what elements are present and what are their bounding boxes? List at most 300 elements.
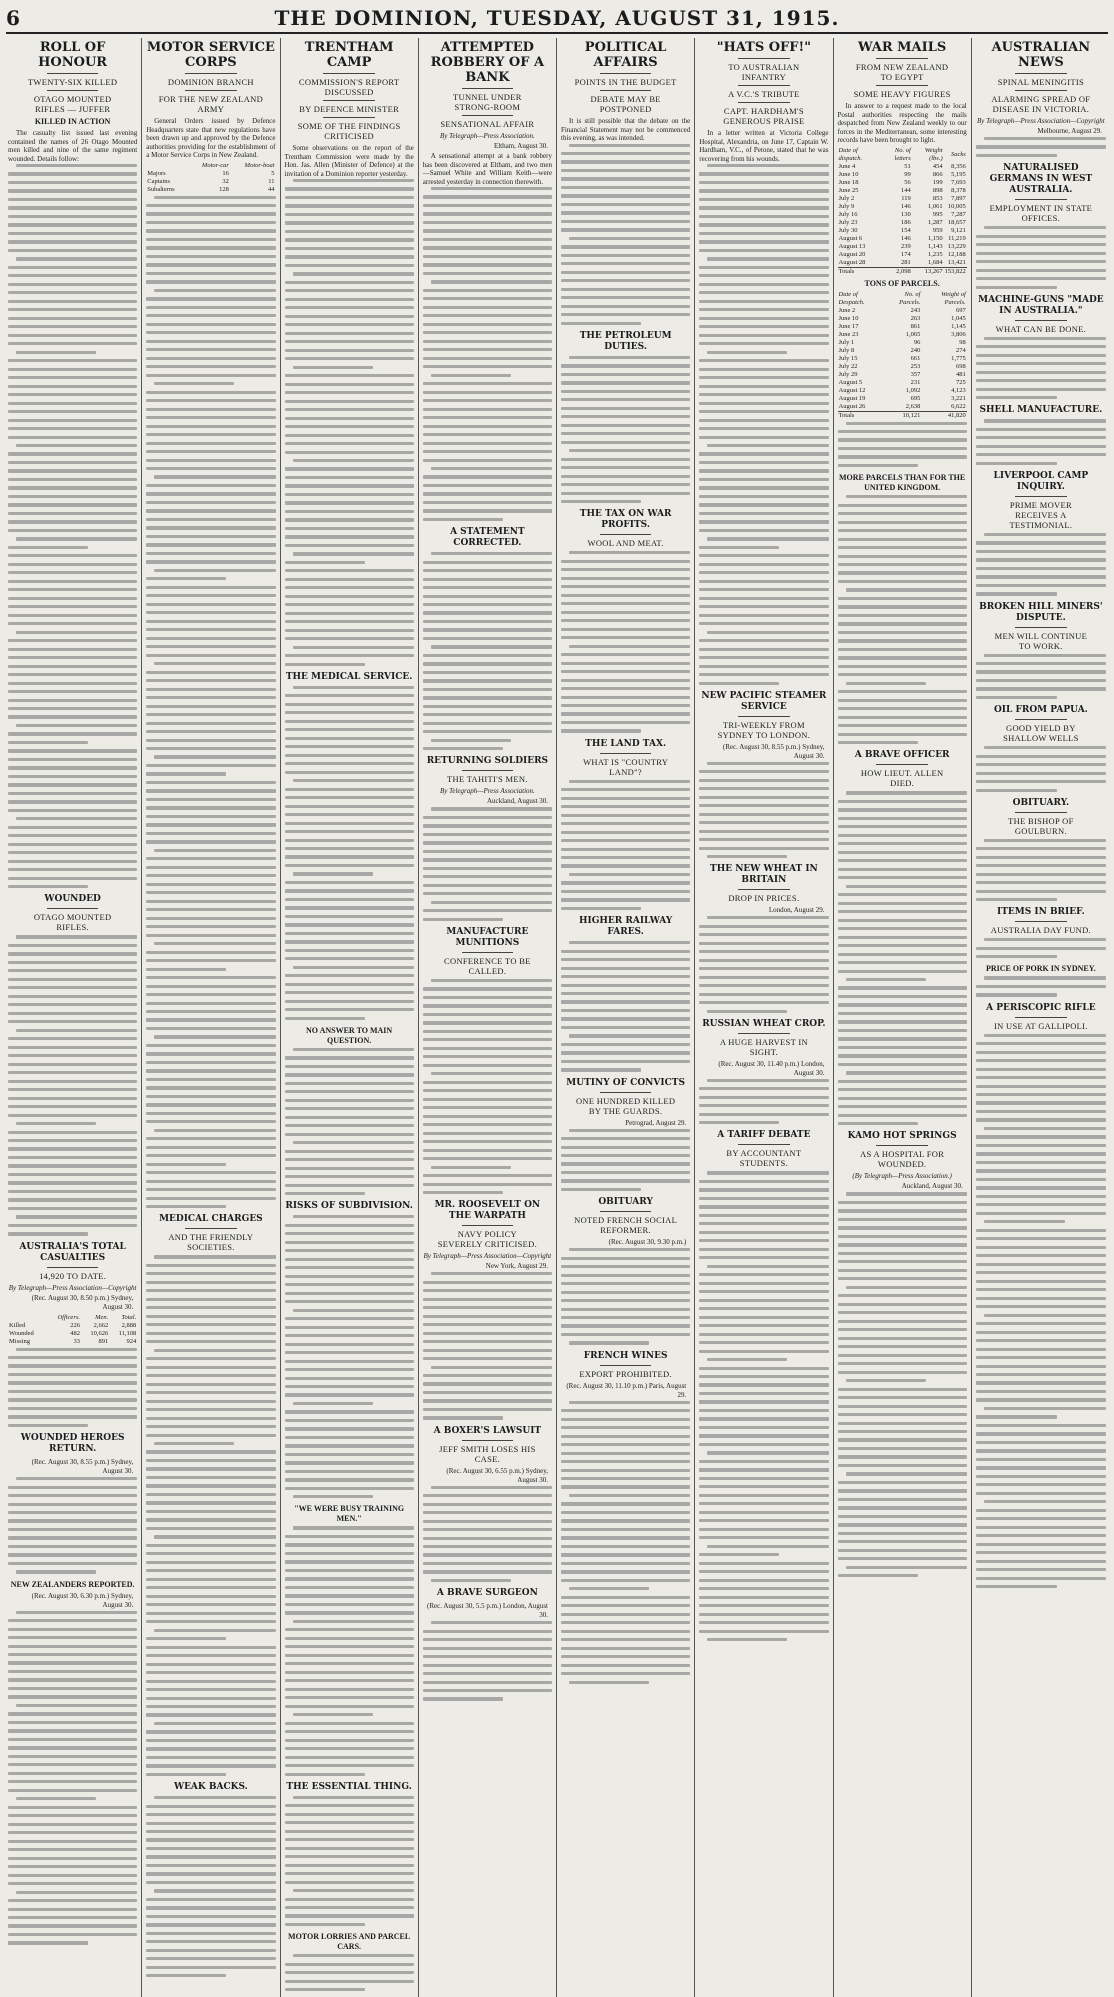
text-line xyxy=(976,1152,1106,1155)
text-line xyxy=(699,393,828,396)
text-line xyxy=(423,1399,552,1402)
article-subhead: NOTED FRENCH SOCIAL REFORMER. xyxy=(574,1215,678,1236)
text-line xyxy=(146,1340,275,1343)
text-line xyxy=(423,246,552,249)
text-line xyxy=(8,1780,137,1783)
text-line xyxy=(154,196,275,199)
text-line xyxy=(838,1054,967,1057)
text-line xyxy=(146,1663,275,1666)
text-line xyxy=(699,1409,828,1412)
text-line xyxy=(838,1012,967,1015)
text-line xyxy=(285,1334,414,1337)
text-line xyxy=(16,257,137,260)
text-line xyxy=(838,927,967,930)
text-line xyxy=(561,1528,690,1531)
text-line xyxy=(146,976,275,979)
text-line xyxy=(699,1477,828,1480)
text-line xyxy=(8,682,137,685)
text-line xyxy=(146,340,275,343)
text-line xyxy=(976,235,1106,238)
text-line xyxy=(146,577,226,580)
text-line xyxy=(984,839,1106,842)
text-line xyxy=(285,1292,414,1295)
text-line xyxy=(423,195,552,198)
table-row xyxy=(838,395,967,403)
text-line xyxy=(699,1367,828,1370)
text-line xyxy=(146,900,275,903)
text-line xyxy=(838,995,967,998)
text-line xyxy=(561,483,690,486)
article-subhead: HOW LIEUT. ALLEN DIED. xyxy=(860,768,944,789)
text-line xyxy=(8,1424,88,1427)
text-line xyxy=(976,541,1106,544)
text-line xyxy=(561,1274,690,1277)
text-line xyxy=(561,228,690,231)
text-line xyxy=(707,537,828,540)
text-line xyxy=(146,204,275,207)
table-cell: 13,421 xyxy=(947,258,966,266)
text-line xyxy=(8,385,137,388)
article-subhead: MEN WILL CONTINUE TO WORK. xyxy=(994,630,1088,651)
text-line xyxy=(561,432,690,435)
text-line xyxy=(699,580,828,583)
text-line xyxy=(146,1855,275,1858)
text-line xyxy=(8,885,88,888)
text-line xyxy=(146,1697,275,1700)
text-line xyxy=(561,602,690,605)
text-line xyxy=(285,1603,414,1606)
text-line xyxy=(423,824,552,827)
text-line xyxy=(285,754,414,757)
text-line xyxy=(976,1475,1106,1478)
text-line xyxy=(8,809,137,812)
text-line xyxy=(423,450,552,453)
text-line xyxy=(976,1424,1106,1427)
text-line xyxy=(146,212,275,215)
article-headline: A BRAVE OFFICER xyxy=(854,750,950,761)
text-line xyxy=(561,279,690,282)
text-line xyxy=(838,808,967,811)
text-line xyxy=(285,1898,414,1901)
text-line xyxy=(838,1063,967,1066)
text-line xyxy=(423,1174,552,1177)
text-line xyxy=(846,791,967,794)
article-headline: "HATS OFF!" xyxy=(716,40,812,55)
text-line xyxy=(8,1105,137,1108)
article-subhead: ONE HUNDRED KILLED BY THE GUARDS. xyxy=(575,1095,676,1116)
text-line xyxy=(8,597,137,600)
text-line xyxy=(146,1739,275,1742)
text-line xyxy=(16,724,137,727)
table-cell: August 5 xyxy=(838,378,863,386)
article-headline: THE LAND TAX. xyxy=(585,738,667,749)
text-line xyxy=(561,619,690,622)
text-line xyxy=(561,805,690,808)
text-line xyxy=(423,996,552,999)
text-line xyxy=(984,654,1106,657)
text-line xyxy=(976,670,1106,673)
table-cell: 186 xyxy=(901,218,911,226)
text-line xyxy=(976,1322,1106,1325)
table-header-cell: No. of letters xyxy=(894,146,911,162)
text-line xyxy=(561,831,690,834)
text-line xyxy=(976,772,1106,775)
text-line xyxy=(569,551,690,554)
text-line xyxy=(285,915,414,918)
text-line xyxy=(561,186,690,189)
text-line xyxy=(285,1569,414,1572)
text-line xyxy=(285,1773,365,1776)
text-line xyxy=(293,646,414,649)
text-line xyxy=(285,1124,414,1127)
divider xyxy=(876,58,928,59)
text-line xyxy=(699,240,828,243)
text-line xyxy=(838,605,967,608)
article-text-block xyxy=(838,495,967,744)
text-line xyxy=(285,1654,414,1657)
table-cell: 253 xyxy=(910,362,921,370)
text-line xyxy=(285,1175,414,1178)
text-line xyxy=(8,1373,137,1376)
text-line xyxy=(8,223,137,226)
text-line xyxy=(285,1150,414,1153)
table-cell: 5,195 xyxy=(951,170,966,178)
article-headline: MUTINY OF CONVICTS xyxy=(566,1077,685,1088)
text-line xyxy=(561,1418,690,1421)
text-line xyxy=(285,1368,414,1371)
text-line xyxy=(984,419,1106,422)
divider xyxy=(323,100,375,101)
text-line xyxy=(8,690,137,693)
text-line xyxy=(16,631,137,634)
text-line xyxy=(976,1398,1106,1401)
text-line xyxy=(423,323,552,326)
table-row xyxy=(8,1322,137,1330)
article-text-block xyxy=(561,1401,690,1684)
text-line xyxy=(8,699,137,702)
text-line xyxy=(431,467,552,470)
text-line xyxy=(146,823,275,826)
text-line xyxy=(8,512,137,515)
text-line xyxy=(8,283,137,286)
article-lede: In a letter written at Victoria College Hospital, Alexandria, on June 17, Captain W. Hardham, V.C., of Petone, stated that he was recovering from his wounds. xyxy=(699,129,829,163)
text-line xyxy=(8,1814,137,1817)
table-row xyxy=(838,203,967,211)
text-line xyxy=(8,868,137,871)
table-cell: 924 xyxy=(126,1337,137,1345)
text-line xyxy=(561,152,690,155)
text-line xyxy=(146,645,275,648)
text-line xyxy=(976,445,1106,448)
text-line xyxy=(838,1574,918,1577)
text-line xyxy=(561,1291,690,1294)
text-line xyxy=(146,1205,226,1208)
table-cell: 695 xyxy=(910,394,921,402)
table-cell: 16 xyxy=(222,169,229,177)
text-line xyxy=(838,430,967,433)
divider xyxy=(1015,90,1067,91)
text-line xyxy=(976,550,1106,553)
text-line xyxy=(561,381,690,384)
table-cell: 861 xyxy=(910,322,921,330)
text-line xyxy=(838,1413,967,1416)
article-headline: NO ANSWER TO MAIN QUESTION. xyxy=(306,1025,393,1045)
text-line xyxy=(838,1243,967,1246)
text-line xyxy=(431,1621,552,1624)
text-line xyxy=(976,856,1106,859)
text-line xyxy=(838,1557,967,1560)
text-line xyxy=(846,588,967,591)
text-line xyxy=(423,314,552,317)
text-line xyxy=(838,1498,967,1501)
text-line xyxy=(146,1569,275,1572)
text-line xyxy=(561,1146,690,1149)
text-line xyxy=(984,337,1106,340)
table-header-cell: Officers. xyxy=(57,1313,81,1321)
text-line xyxy=(285,711,414,714)
table-cell: 8,378 xyxy=(951,186,966,194)
text-line xyxy=(976,696,1057,699)
text-line xyxy=(561,696,690,699)
text-line xyxy=(838,800,967,803)
text-line xyxy=(838,563,967,566)
article-text-block xyxy=(285,1526,414,1775)
text-line xyxy=(838,1226,967,1229)
text-line xyxy=(423,1357,552,1360)
table-cell: 2,662 xyxy=(93,1321,109,1329)
article-subhead: TO AUSTRALIAN INFANTRY xyxy=(728,62,800,82)
text-line xyxy=(423,1374,552,1377)
text-line xyxy=(838,1303,967,1306)
text-line xyxy=(838,1523,967,1526)
article-dateline: London, August 29. xyxy=(768,906,825,915)
text-line xyxy=(699,1087,828,1090)
article xyxy=(423,756,552,920)
text-line xyxy=(8,1823,137,1826)
divider xyxy=(600,753,652,754)
table-cell: Totals xyxy=(838,267,880,276)
table-cell: 866 xyxy=(932,170,943,178)
table-cell: July 1 xyxy=(838,338,855,346)
text-line xyxy=(146,1450,275,1453)
text-line xyxy=(838,834,967,837)
text-line xyxy=(154,1889,275,1892)
text-line xyxy=(699,942,828,945)
article-text-block xyxy=(423,979,552,1194)
article-text-block xyxy=(976,938,1106,958)
text-line xyxy=(976,354,1106,357)
article-headline: THE ESSENTIAL THING. xyxy=(286,1781,412,1792)
text-line xyxy=(699,804,828,807)
divider xyxy=(1015,73,1067,74)
article xyxy=(838,1131,967,1577)
text-line xyxy=(146,883,275,886)
table-cell: July 2 xyxy=(838,194,855,202)
article-subhead: TRI-WEEKLY FROM SYDNEY TO LONDON. xyxy=(717,719,811,740)
text-line xyxy=(285,1275,414,1278)
table-cell: June 18 xyxy=(838,178,859,186)
text-line xyxy=(976,243,1106,246)
table-row xyxy=(838,219,967,227)
text-line xyxy=(423,509,552,512)
text-line xyxy=(285,1671,414,1674)
text-line xyxy=(561,1316,690,1319)
article xyxy=(976,798,1106,902)
text-line xyxy=(146,1747,275,1750)
text-line xyxy=(8,758,137,761)
text-line xyxy=(699,1324,828,1327)
article-subhead: A HUGE HARVEST IN SIGHT. xyxy=(719,1036,808,1057)
text-line xyxy=(154,1035,275,1038)
text-line xyxy=(561,1009,690,1012)
text-line xyxy=(146,1103,275,1106)
text-line xyxy=(423,1391,552,1394)
text-line xyxy=(699,249,828,252)
text-line xyxy=(699,1553,779,1556)
text-line xyxy=(699,1214,828,1217)
text-line xyxy=(699,436,828,439)
text-line xyxy=(146,917,275,920)
text-line xyxy=(976,567,1106,570)
article-text-block xyxy=(976,419,1106,465)
text-line xyxy=(16,935,137,938)
text-line xyxy=(146,221,275,224)
text-line xyxy=(423,730,552,733)
text-line xyxy=(285,1662,414,1665)
text-line xyxy=(146,1940,275,1943)
text-line xyxy=(146,611,275,614)
text-line xyxy=(423,1123,552,1126)
text-line xyxy=(285,1393,414,1396)
text-line xyxy=(8,1755,137,1758)
text-line xyxy=(561,245,690,248)
text-line xyxy=(976,371,1106,374)
text-line xyxy=(8,529,137,532)
text-line xyxy=(154,1255,275,1258)
text-line xyxy=(976,864,1106,867)
text-line xyxy=(699,673,828,676)
article xyxy=(976,907,1106,958)
table-cell: 41,820 xyxy=(921,411,966,420)
text-line xyxy=(8,1729,137,1732)
text-line xyxy=(431,807,552,810)
text-line xyxy=(8,1874,137,1877)
text-line xyxy=(8,1063,137,1066)
text-line xyxy=(146,1434,275,1437)
text-line xyxy=(8,673,137,676)
text-line xyxy=(423,357,552,360)
text-line xyxy=(561,1017,690,1020)
text-line xyxy=(285,1351,414,1354)
table-cell: 243 xyxy=(910,306,921,314)
article-headline: POLITICAL AFFAIRS xyxy=(584,40,667,70)
table-header-cell: Men. xyxy=(95,1313,109,1321)
text-line xyxy=(976,252,1106,255)
text-line xyxy=(846,495,967,498)
text-line xyxy=(285,1855,414,1858)
text-line xyxy=(285,535,414,538)
text-line xyxy=(293,1713,373,1716)
article-text-block xyxy=(285,686,414,1020)
text-line xyxy=(146,552,275,555)
text-line xyxy=(561,1621,690,1624)
divider xyxy=(600,90,652,91)
text-line xyxy=(285,1881,414,1884)
text-line xyxy=(8,1916,137,1919)
text-line xyxy=(561,797,690,800)
article xyxy=(423,1588,552,1701)
text-line xyxy=(8,469,137,472)
text-line xyxy=(976,1161,1106,1164)
text-line xyxy=(838,1540,967,1543)
text-line xyxy=(8,1156,137,1159)
divider xyxy=(876,764,928,765)
text-line xyxy=(8,1865,137,1868)
text-line xyxy=(699,1426,828,1429)
text-line xyxy=(707,631,828,634)
article-body xyxy=(8,129,137,163)
text-line xyxy=(423,1306,552,1309)
text-line xyxy=(8,952,137,955)
text-line xyxy=(984,1220,1065,1223)
text-line xyxy=(699,1113,828,1116)
table-cell: 2,638 xyxy=(905,402,921,410)
text-line xyxy=(285,847,414,850)
text-line xyxy=(8,1181,137,1184)
text-line xyxy=(699,1096,828,1099)
text-line xyxy=(285,703,414,706)
text-line xyxy=(8,1037,137,1040)
divider xyxy=(1015,199,1067,200)
text-line xyxy=(146,1146,275,1149)
text-line xyxy=(561,585,690,588)
text-line xyxy=(699,1333,828,1336)
table-cell: 853 xyxy=(932,194,943,202)
divider xyxy=(1015,1017,1067,1018)
text-line xyxy=(838,919,967,922)
text-line xyxy=(569,1401,690,1404)
text-line xyxy=(699,1248,828,1251)
text-line xyxy=(838,1515,967,1518)
text-line xyxy=(699,847,828,850)
text-line xyxy=(8,1097,137,1100)
table-header-cell: Date of dispatch. xyxy=(838,146,863,162)
text-line xyxy=(838,1105,967,1108)
article xyxy=(423,927,552,1194)
table-cell: 2,888 xyxy=(121,1321,137,1329)
text-line xyxy=(8,189,137,192)
text-line xyxy=(8,665,137,668)
article-subhead: A V.C.'S TRIBUTE xyxy=(728,89,800,99)
text-line xyxy=(838,1328,967,1331)
text-line xyxy=(838,1218,967,1221)
text-line xyxy=(8,1848,137,1851)
text-line xyxy=(146,1620,275,1623)
text-line xyxy=(8,325,137,328)
article-text-block xyxy=(838,1192,967,1577)
text-line xyxy=(146,1923,275,1926)
text-line xyxy=(8,1645,137,1648)
text-line xyxy=(699,1392,828,1395)
text-line xyxy=(146,1408,275,1411)
table-cell: 281 xyxy=(901,258,911,266)
text-line xyxy=(146,781,275,784)
article-subhead: JEFF SMITH LOSES HIS CASE. xyxy=(439,1443,536,1464)
text-line xyxy=(285,578,414,581)
table-cell: 3,221 xyxy=(951,394,966,402)
article-lede: General Orders issued by Defence Headquarters state that new regulations have been drawn up and approved by the Defence authorities providing for the establishment of a Motor Service Corps in New Zealand. xyxy=(146,117,276,159)
text-line xyxy=(423,340,552,343)
